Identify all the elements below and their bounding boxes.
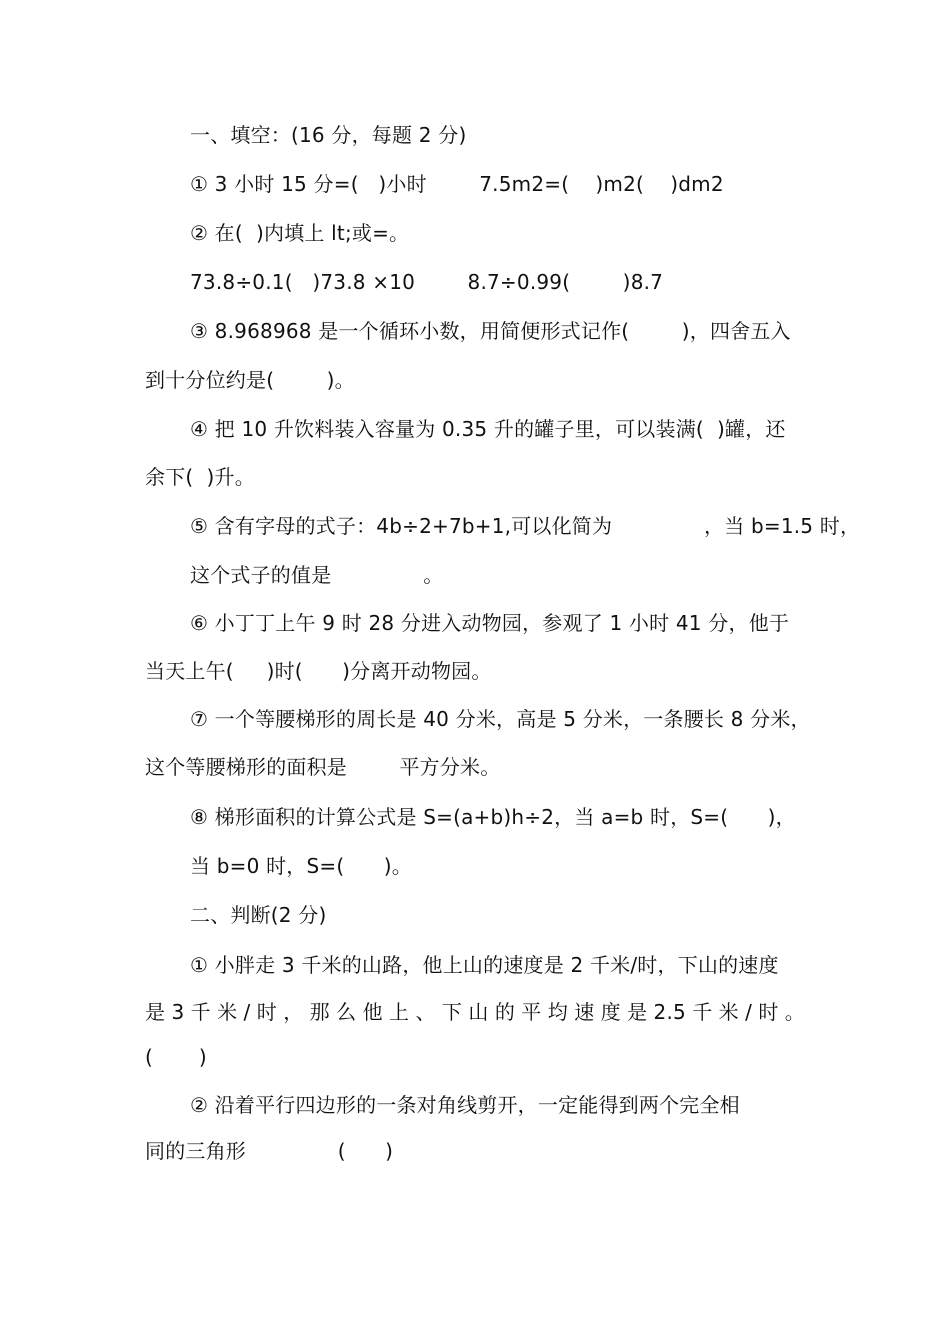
question-2: ② 在( )内填上 lt;或=。: [190, 221, 410, 245]
justified-char: ，: [283, 1000, 304, 1024]
question-3-line-2: 到十分位约是( )。: [145, 368, 355, 392]
question-1: ① 3 小时 15 分=( )小时 7.5m2=( )m2( )dm2: [190, 172, 724, 196]
justified-char: 2.5: [653, 1000, 686, 1024]
justified-char: 米: [217, 1000, 238, 1024]
judge-1-line-2: [145, 998, 805, 1026]
question-7-line-2: 这个等腰梯形的面积是 平方分米。: [145, 755, 501, 779]
justified-char: 下: [441, 1000, 463, 1024]
justified-char: 。: [784, 1000, 805, 1024]
question-2-expression: 73.8÷0.1( )73.8 ×10 8.7÷0.99( )8.7: [190, 270, 664, 294]
justified-char: 速: [574, 1000, 595, 1024]
justified-char: 么: [336, 1000, 357, 1024]
justified-char: 3: [171, 1000, 185, 1024]
justified-char: 平: [521, 1000, 542, 1024]
question-3-line-1: ③ 8.968968 是一个循环小数，用简便形式记作( )，四舍五入: [190, 319, 791, 343]
section-2-title: 二、判断(2 分): [190, 903, 327, 927]
judge-1-answer-blank: ( ): [145, 1045, 207, 1069]
justified-char: 千: [692, 1000, 713, 1024]
judge-2-line-1: ② 沿着平行四边形的一条对角线剪开，一定能得到两个完全相: [190, 1093, 740, 1117]
question-8-line-1: ⑧ 梯形面积的计算公式是 S=(a+b)h÷2，当 a=b 时，S=( )，: [190, 805, 796, 829]
question-6-line-1: ⑥ 小丁丁上午 9 时 28 分进入动物园，参观了 1 小时 41 分，他于: [190, 611, 790, 635]
question-4-line-2: 余下( )升。: [145, 465, 255, 489]
judge-1-line-1: ① 小胖走 3 千米的山路，他上山的速度是 2 千米/时，下山的速度: [190, 953, 779, 977]
justified-char: 是: [145, 1000, 166, 1024]
justified-char: 度: [600, 1000, 621, 1024]
justified-char: /: [243, 1000, 251, 1024]
justified-char: 上: [389, 1000, 410, 1024]
section-1-title: 一、填空：(16 分，每题 2 分): [190, 123, 467, 147]
question-7-line-1: ⑦ 一个等腰梯形的周长是 40 分米，高是 5 分米，一条腰长 8 分米，: [190, 707, 811, 731]
question-6-line-2: 当天上午( )时( )分离开动物园。: [145, 659, 492, 683]
justified-char: 均: [547, 1000, 568, 1024]
justified-char: 、: [415, 1000, 436, 1024]
justified-char: 米: [718, 1000, 739, 1024]
justified-char: 的: [494, 1000, 516, 1024]
justified-char: 时: [758, 1000, 779, 1024]
justified-char: 时: [256, 1000, 277, 1024]
judge-2-line-2: 同的三角形 ( ): [145, 1139, 394, 1163]
justified-char: 是: [627, 1000, 648, 1024]
justified-char: 他: [362, 1000, 383, 1024]
justified-char: 山: [468, 1000, 489, 1024]
justified-char: /: [745, 1000, 753, 1024]
justified-char: 那: [309, 1000, 330, 1024]
question-5-line-1: ⑤ 含有字母的式子：4b÷2+7b+1,可以化简为 ，当 b=1.5 时，: [190, 514, 861, 538]
question-5-line-2: 这个式子的值是 。: [190, 563, 444, 587]
justified-char: 千: [190, 1000, 211, 1024]
question-8-line-2: 当 b=0 时，S=( )。: [190, 854, 412, 878]
question-4-line-1: ④ 把 10 升饮料装入容量为 0.35 升的罐子里，可以装满( )罐，还: [190, 417, 786, 441]
